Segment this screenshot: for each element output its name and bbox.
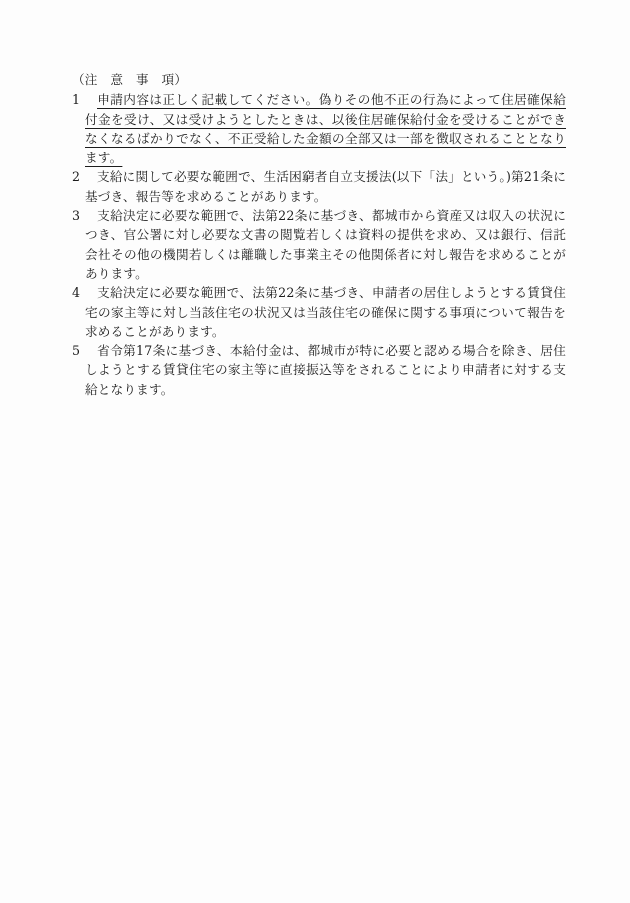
note-item-3 bbox=[72, 206, 566, 283]
notes-section bbox=[72, 70, 566, 399]
note-item-number: 4 bbox=[72, 285, 81, 301]
note-item-number: 5 bbox=[72, 343, 81, 359]
note-item-text: 省令第17条に基づき、本給付金は、都城市が特に必要と認める場合を除き、居住しようとする賃貸住宅の家主等に直接振込等をされることにより申請者に対する支給となります。 bbox=[85, 343, 566, 397]
note-item-number: 3 bbox=[72, 208, 81, 224]
note-item-text: 支給決定に必要な範囲で、法第22条に基づき、都城市から資産又は収入の状況につき、官公署に対し必要な文書の閲覧若しくは資料の提供を求め、又は銀行、信託会社その他の機関若しくは離職した事業主その他関係者に対し報告を求めることがあります。 bbox=[85, 208, 566, 281]
note-item-2 bbox=[72, 167, 566, 206]
note-item-text: 申請内容は正しく記載してください。偽りその他不正の行為によって住居確保給付金を受け、又は受けようとしたときは、以後住居確保給付金を受けることができなくなるばかりでなく、不正受給した金額の全部又は一部を徴収されることとなります。 bbox=[85, 92, 566, 166]
note-item-4 bbox=[72, 283, 566, 341]
note-item-text: 支給決定に必要な範囲で、法第22条に基づき、申請者の居住しようとする賃貸住宅の家主等に対し当該住宅の状況又は当該住宅の確保に関する事項について報告を求めることがあります。 bbox=[85, 285, 566, 339]
note-item-text: 支給に関して必要な範囲で、生活困窮者自立支援法(以下「法」という。)第21条に基づき、報告等を求めることがあります。 bbox=[85, 169, 566, 204]
note-item-1 bbox=[72, 90, 566, 167]
note-item-number: 1 bbox=[72, 92, 81, 108]
note-item-5 bbox=[72, 341, 566, 399]
note-item-number: 2 bbox=[72, 169, 81, 185]
notes-title: （注 意 事 項） bbox=[72, 72, 188, 87]
